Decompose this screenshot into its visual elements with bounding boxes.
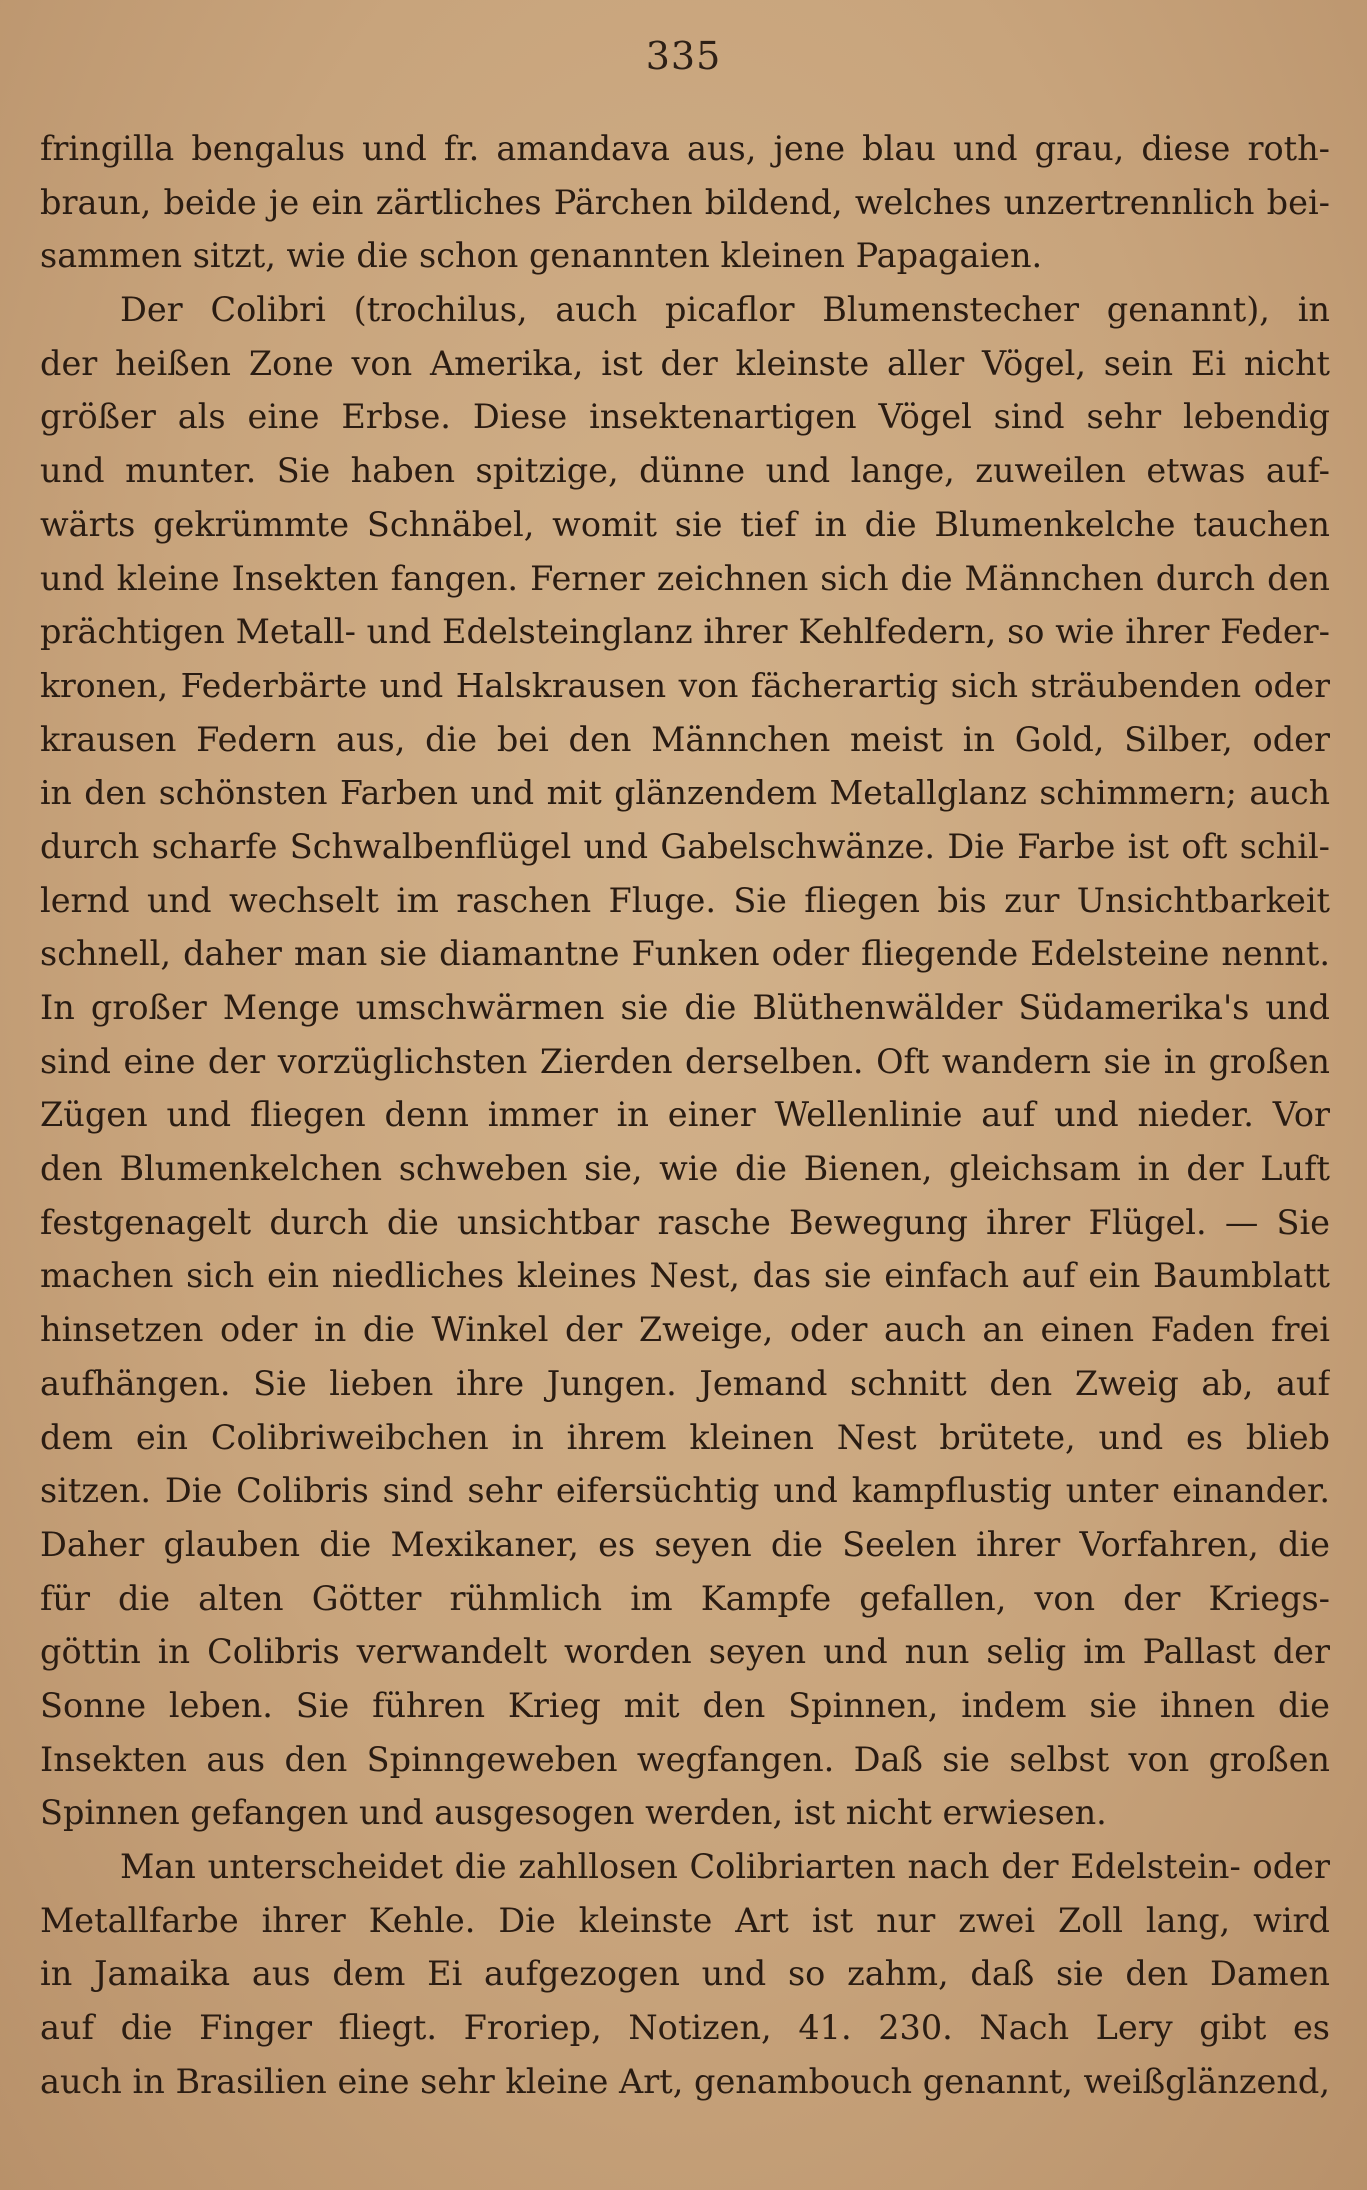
text-line: Zügen und fliegen denn immer in einer Wellenlinie auf und nieder. Vor xyxy=(40,1095,1330,1135)
text-line: Sonne leben. Sie führen Krieg mit den Spinnen, indem sie ihnen die xyxy=(40,1685,1330,1725)
text-line: göttin in Colibris verwandelt worden seyen und nun selig im Pallast der xyxy=(40,1632,1330,1672)
paragraph-1 xyxy=(40,122,1330,283)
text-line: lernd und wechselt im raschen Fluge. Sie fliegen bis zur Unsichtbarkeit xyxy=(40,880,1330,920)
text-line: auch in Brasilien eine sehr kleine Art, genambouch genannt, weißglänzend, xyxy=(40,2061,1330,2101)
text-line: wärts gekrümmte Schnäbel, womit sie tief in die Blumenkelche tauchen xyxy=(40,504,1330,544)
text-line: schnell, daher man sie diamantne Funken oder fliegende Edelsteine nennt. xyxy=(40,934,1330,974)
text-line: prächtigen Metall- und Edelsteinglanz ihrer Kehlfedern, so wie ihrer Feder- xyxy=(40,612,1330,652)
text-line: aufhängen. Sie lieben ihre Jungen. Jemand schnitt den Zweig ab, auf xyxy=(40,1363,1330,1403)
text-line: und munter. Sie haben spitzige, dünne und lange, zuweilen etwas auf- xyxy=(40,451,1330,491)
body-text xyxy=(40,122,1330,2108)
text-line: kronen, Federbärte und Halskrausen von fächerartig sich sträubenden oder xyxy=(40,665,1330,705)
text-line: braun, beide je ein zärtliches Pärchen bildend, welches unzertrennlich bei- xyxy=(40,182,1330,222)
paragraph-3 xyxy=(40,1840,1330,2108)
text-line: auf die Finger fliegt. Froriep, Notizen, 41. 230. Nach Lery gibt es xyxy=(40,2008,1330,2048)
text-line: in den schönsten Farben und mit glänzendem Metallglanz schimmern; auch xyxy=(40,773,1330,813)
text-line: und kleine Insekten fangen. Ferner zeichnen sich die Männchen durch den xyxy=(40,558,1330,598)
text-line: fringilla bengalus und fr. amandava aus, jene blau und grau, diese roth- xyxy=(40,129,1330,168)
text-line: Spinnen gefangen und ausgesogen werden, ist nicht erwiesen. xyxy=(40,1793,1107,1833)
text-line: hinsetzen oder in die Winkel der Zweige, oder auch an einen Faden frei xyxy=(40,1310,1330,1350)
text-line: Der Colibri (trochilus, auch picaflor Blumenstecher genannt), in xyxy=(120,290,1330,330)
text-line: festgenagelt durch die unsichtbar rasche Bewegung ihrer Flügel. — Sie xyxy=(40,1202,1330,1242)
text-line: In großer Menge umschwärmen sie die Blüthenwälder Südamerika's und xyxy=(40,988,1330,1027)
text-line: sitzen. Die Colibris sind sehr eifersüchtig und kampflustig unter einander. xyxy=(40,1471,1330,1511)
text-line: Insekten aus den Spinngeweben wegfangen. Daß sie selbst von großen xyxy=(40,1739,1330,1779)
text-line: Metallfarbe ihrer Kehle. Die kleinste Art ist nur zwei Zoll lang, wird xyxy=(40,1900,1330,1940)
text-line: durch scharfe Schwalbenflügel und Gabelschwänze. Die Farbe ist oft schil- xyxy=(40,826,1330,866)
text-line: machen sich ein niedliches kleines Nest, das sie einfach auf ein Baumblatt xyxy=(40,1256,1330,1296)
text-line: größer als eine Erbse. Diese insektenartigen Vögel sind sehr lebendig xyxy=(40,397,1330,437)
text-line: Daher glauben die Mexikaner, es seyen die Seelen ihrer Vorfahren, die xyxy=(40,1524,1330,1564)
text-line: Man unterscheidet die zahllosen Colibriarten nach der Edelstein- oder xyxy=(120,1847,1330,1886)
text-line: für die alten Götter rühmlich im Kampfe gefallen, von der Kriegs- xyxy=(40,1578,1330,1618)
text-line: krausen Federn aus, die bei den Männchen meist in Gold, Silber, oder xyxy=(40,719,1330,759)
text-line: sind eine der vorzüglichsten Zierden derselben. Oft wandern sie in großen xyxy=(40,1041,1330,1081)
text-line: sammen sitzt, wie die schon genannten kleinen Papagaien. xyxy=(40,236,1043,276)
paragraph-2 xyxy=(40,283,1330,1840)
text-line: in Jamaika aus dem Ei aufgezogen und so zahm, daß sie den Damen xyxy=(40,1954,1330,1994)
text-line: der heißen Zone von Amerika, ist der kleinste aller Vögel, sein Ei nicht xyxy=(40,343,1330,383)
text-line: den Blumenkelchen schweben sie, wie die Bienen, gleichsam in der Luft xyxy=(40,1149,1330,1189)
text-line: dem ein Colibriweibchen in ihrem kleinen Nest brütete, und es blieb xyxy=(40,1417,1330,1457)
page-number: 335 xyxy=(645,34,722,78)
